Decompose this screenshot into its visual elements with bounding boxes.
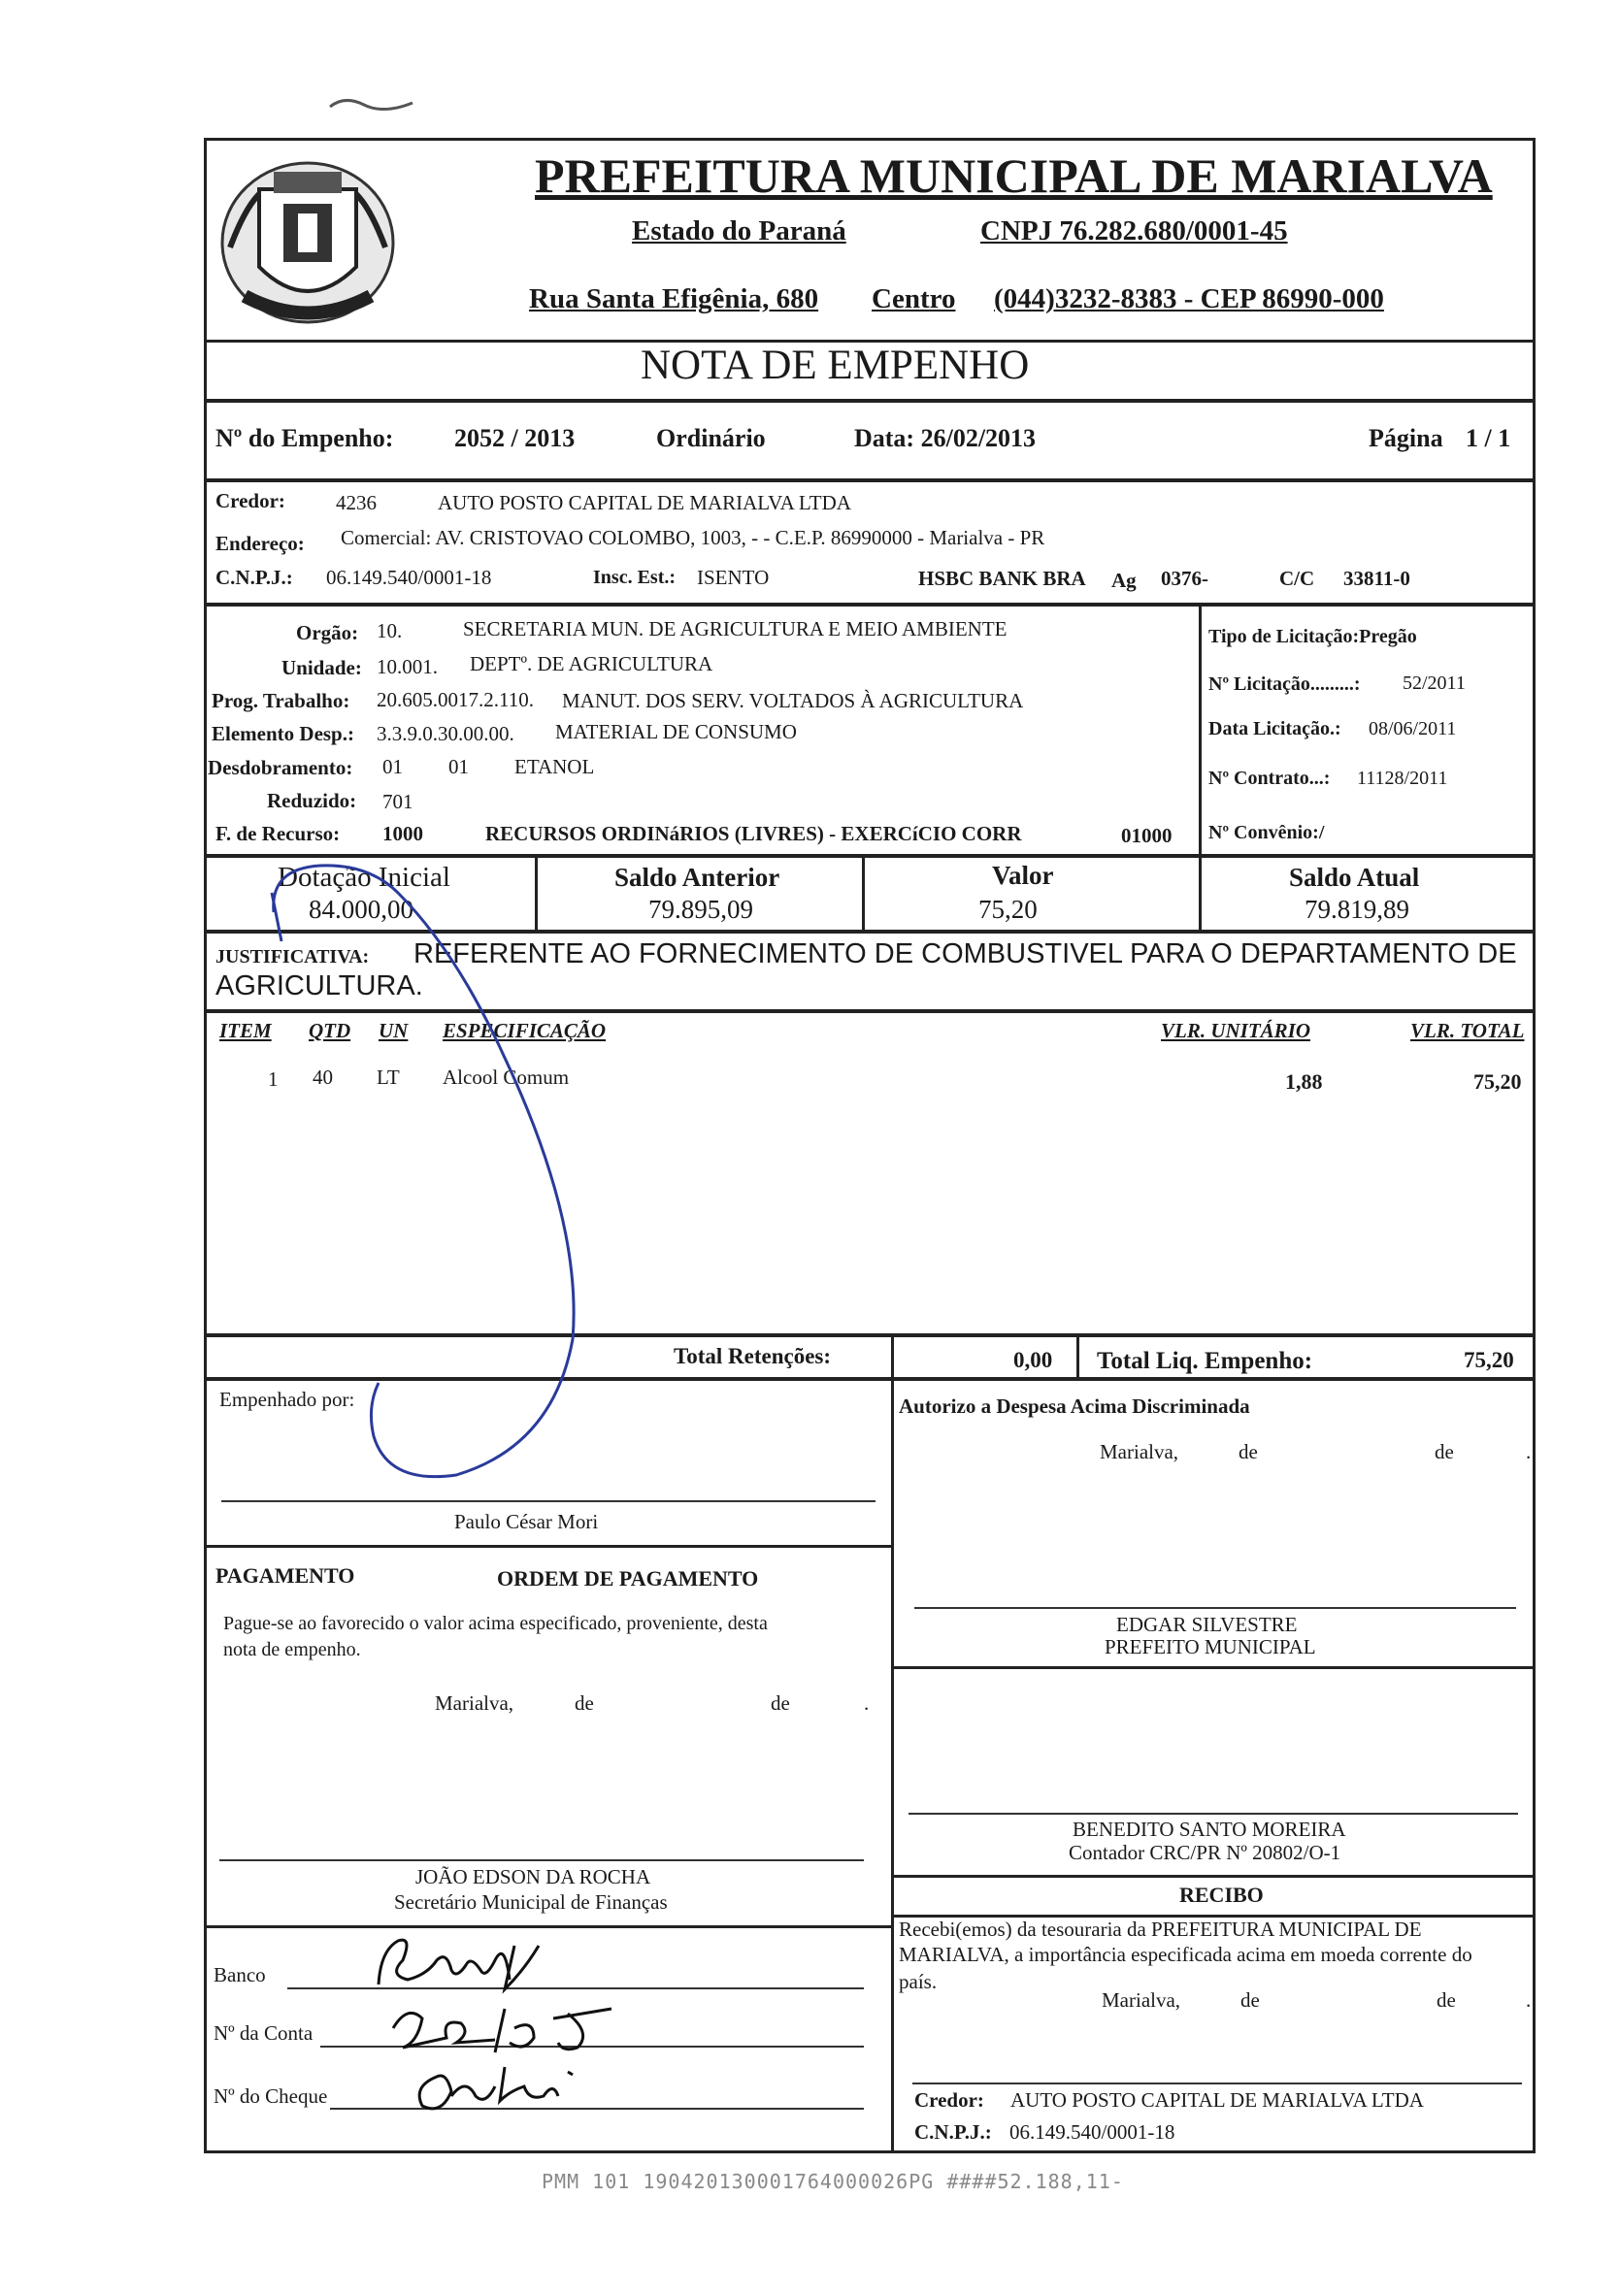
header-state: Estado do Paraná: [632, 215, 846, 246]
recibo-place: Marialva,: [1102, 1988, 1181, 2012]
recibo-line3: país.: [899, 1970, 938, 1993]
retencoes-label: Total Retenções:: [674, 1344, 832, 1368]
contador-name: BENEDITO SANTO MOREIRA: [1073, 1818, 1346, 1841]
rec-code: 1000: [382, 822, 423, 845]
credor-name: AUTO POSTO CAPITAL DE MARIALVA LTDA: [438, 491, 851, 514]
elem-label: Elemento Desp.:: [212, 722, 354, 745]
handwriting-conta: [388, 1999, 621, 2057]
item-number: 1: [268, 1067, 279, 1091]
licit-tipo: Tipo de Licitação:Pregão: [1208, 626, 1417, 647]
empenhado-label: Empenhado por:: [219, 1388, 355, 1411]
justificativa-line2: AGRICULTURA.: [215, 970, 423, 1001]
autorizo-de1: de: [1239, 1440, 1258, 1463]
recibo-credor-label: Credor:: [914, 2088, 984, 2112]
desd-name: ETANOL: [514, 755, 595, 778]
valor-label: Valor: [992, 861, 1054, 890]
rec-name: RECURSOS ORDINáRIOS (LIVRES) - EXERCíCIO CORR: [485, 822, 1022, 845]
dotacao-label: Dotação Inicial: [278, 862, 450, 893]
credor-ag: 0376-: [1161, 567, 1208, 590]
insc-label: Insc. Est.:: [593, 567, 677, 588]
autorizo-label: Autorizo a Despesa Acima Discriminada: [899, 1394, 1250, 1418]
licit-num: 52/2011: [1403, 672, 1466, 694]
header-district: Centro: [872, 283, 956, 314]
recibo-de1: de: [1240, 1988, 1260, 2012]
desd-a: 01: [382, 755, 403, 778]
prefeito-name: EDGAR SILVESTRE: [1116, 1613, 1298, 1636]
contador-title: Contador CRC/PR Nº 20802/O-1: [1069, 1841, 1341, 1864]
header-address: Rua Santa Efigênia, 680: [529, 283, 819, 314]
pagamento-dot: .: [864, 1691, 870, 1715]
empenhado-name: Paulo César Mori: [454, 1510, 599, 1533]
unidade-label: Unidade:: [281, 656, 362, 679]
header-cnpj: CNPJ 76.282.680/0001-45: [980, 215, 1288, 246]
convenio: Nº Convênio:/: [1208, 822, 1325, 843]
col-vtotal: VLR. TOTAL: [1410, 1019, 1525, 1042]
unidade-name: DEPTº. DE AGRICULTURA: [470, 652, 713, 675]
licit-data: 08/06/2011: [1369, 718, 1457, 739]
orgao-name: SECRETARIA MUN. DE AGRICULTURA E MEIO AMBIENTE: [463, 617, 1008, 640]
contrato-label: Nº Contrato...:: [1208, 768, 1331, 789]
autorizo-dot: .: [1526, 1440, 1532, 1463]
item-vunit: 1,88: [1285, 1069, 1323, 1094]
credor-label: Credor:: [215, 489, 285, 512]
col-vunit: VLR. UNITÁRIO: [1161, 1019, 1311, 1042]
licit-num-label: Nº Licitação.........:: [1208, 673, 1361, 695]
retencoes-value: 0,00: [1013, 1348, 1053, 1372]
red-value: 701: [382, 790, 413, 813]
justificativa-line1: REFERENTE AO FORNECIMENTO DE COMBUSTIVEL PARA O DEPARTAMENTO DE: [413, 938, 1517, 969]
desd-label: Desdobramento:: [208, 756, 353, 779]
credor-cnpj: 06.149.540/0001-18: [326, 566, 492, 589]
cc-label: C/C: [1279, 567, 1315, 590]
prefeito-signature-line: [914, 1607, 1516, 1609]
autorizo-de2: de: [1435, 1440, 1454, 1463]
recibo-cnpj: 06.149.540/0001-18: [1009, 2120, 1175, 2144]
banco-label: Banco: [214, 1963, 266, 1986]
conta-label: Nº da Conta: [214, 2021, 314, 2045]
credor-bank: HSBC BANK BRA: [918, 567, 1086, 590]
liq-value: 75,20: [1464, 1348, 1514, 1372]
elem-code: 3.3.9.0.30.00.00.: [377, 722, 514, 745]
credor-address: Comercial: AV. CRISTOVAO COLOMBO, 1003, - - C.E.P. 86990000 - Marialva - PR: [341, 526, 1045, 549]
credor-insc: ISENTO: [697, 566, 770, 589]
doc-title: NOTA DE EMPENHO: [641, 343, 1030, 388]
secretario-signature-line: [219, 1859, 864, 1861]
pagamento-text1: Pague-se ao favorecido o valor acima especificado, proveniente, desta: [223, 1613, 768, 1634]
desd-b: 01: [448, 755, 469, 778]
coat-of-arms-icon: [215, 150, 400, 335]
item-vtotal: 75,20: [1473, 1069, 1522, 1094]
recibo-line2: MARIALVA, a importância especificada acima em moeda corrente do: [899, 1943, 1472, 1966]
cheque-label: Nº do Cheque: [214, 2084, 328, 2108]
credor-cc: 33811-0: [1343, 567, 1410, 590]
ordem-label: ORDEM DE PAGAMENTO: [497, 1566, 759, 1591]
footer-code: PMM 101 190420130001764000026PG ####52.188,11-: [542, 2170, 1124, 2193]
contador-signature-line: [909, 1813, 1518, 1815]
rec-label: F. de Recurso:: [215, 822, 341, 845]
page-label: Página: [1369, 424, 1443, 452]
prog-name: MANUT. DOS SERV. VOLTADOS À AGRICULTURA: [562, 689, 1024, 712]
saldo-atual-label: Saldo Atual: [1289, 863, 1420, 892]
pagamento-de1: de: [575, 1691, 594, 1715]
empenho-label: Nº do Empenho:: [215, 424, 394, 452]
credor-code: 4236: [336, 491, 377, 514]
dotacao-value: 84.000,00: [309, 895, 413, 924]
pagamento-place: Marialva,: [435, 1691, 514, 1715]
col-item: ITEM: [219, 1019, 272, 1042]
justificativa-label: JUSTIFICATIVA:: [215, 946, 370, 968]
saldo-atual-value: 79.819,89: [1305, 895, 1409, 924]
header-title: PREFEITURA MUNICIPAL DE MARIALVA: [535, 148, 1493, 203]
recibo-title: RECIBO: [1179, 1883, 1264, 1907]
item-un: LT: [377, 1066, 400, 1089]
page-number: 1 / 1: [1466, 424, 1511, 452]
empenhado-signature-line: [221, 1500, 876, 1502]
recibo-line1: Recebi(emos) da tesouraria da PREFEITURA MUNICIPAL DE: [899, 1918, 1422, 1941]
ag-label: Ag: [1111, 569, 1137, 592]
pagamento-text2: nota de empenho.: [223, 1639, 361, 1660]
stray-mark: [325, 85, 432, 124]
contrato-value: 11128/2011: [1357, 768, 1448, 789]
header-phone-cep: (044)3232-8383 - CEP 86990-000: [994, 283, 1384, 314]
recibo-credor: AUTO POSTO CAPITAL DE MARIALVA LTDA: [1010, 2088, 1424, 2112]
recibo-de2: de: [1437, 1988, 1456, 2012]
prog-code: 20.605.0017.2.110.: [377, 688, 534, 711]
handwriting-banco: [369, 1931, 563, 1994]
handwriting-cheque: [408, 2057, 592, 2116]
col-un: UN: [379, 1019, 409, 1042]
saldo-anterior-label: Saldo Anterior: [614, 863, 780, 892]
recibo-cnpj-label: C.N.P.J.:: [914, 2120, 992, 2144]
licit-data-label: Data Licitação.:: [1208, 718, 1341, 739]
pagamento-label: PAGAMENTO: [215, 1563, 355, 1588]
col-esp: ESPECIFICAÇÃO: [443, 1019, 607, 1042]
recibo-signature-line: [912, 2083, 1522, 2084]
recibo-dot: .: [1526, 1988, 1532, 2012]
col-qtd: QTD: [309, 1019, 351, 1042]
saldo-anterior-value: 79.895,09: [648, 895, 753, 924]
empenho-type: Ordinário: [656, 424, 766, 452]
secretario-title: Secretário Municipal de Finanças: [394, 1890, 668, 1914]
liq-label: Total Liq. Empenho:: [1097, 1348, 1313, 1374]
orgao-code: 10.: [377, 619, 403, 642]
item-esp: Alcool Comum: [443, 1066, 570, 1089]
elem-name: MATERIAL DE CONSUMO: [555, 720, 797, 743]
prog-label: Prog. Trabalho:: [212, 689, 350, 712]
address-label: Endereço:: [215, 532, 305, 555]
autorizo-place: Marialva,: [1100, 1440, 1179, 1463]
orgao-label: Orgão:: [296, 621, 359, 644]
item-qtd: 40: [313, 1066, 333, 1089]
pagamento-de2: de: [771, 1691, 790, 1715]
secretario-name: JOÃO EDSON DA ROCHA: [415, 1865, 651, 1888]
valor-value: 75,20: [978, 895, 1038, 924]
unidade-code: 10.001.: [377, 655, 438, 678]
prefeito-title: PREFEITO MUNICIPAL: [1105, 1635, 1316, 1658]
pen-signature: [262, 854, 611, 1494]
empenho-number: 2052 / 2013: [454, 424, 576, 452]
empenho-date: Data: 26/02/2013: [854, 424, 1037, 452]
rec-num: 01000: [1121, 824, 1173, 847]
cnpj-label: C.N.P.J.:: [215, 566, 293, 589]
red-label: Reduzido:: [267, 789, 357, 812]
